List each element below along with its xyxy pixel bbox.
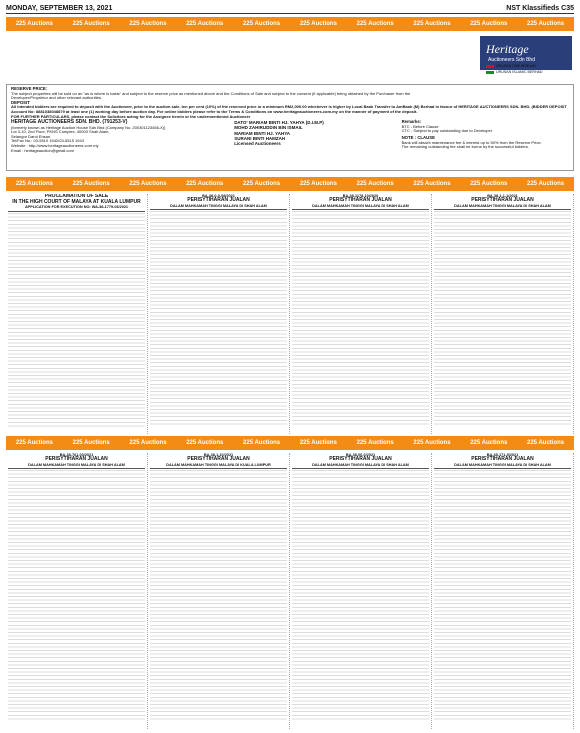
notice-body-text	[434, 470, 571, 720]
notice-heading: APPLICATION FOR EXECUTION NO: WA-38-1779-03/2021	[24, 205, 129, 210]
auctions-tag: 225 Auctions	[356, 181, 394, 187]
auctions-tag: 225 Auctions	[15, 21, 53, 27]
auctions-tag: 225 Auctions	[129, 181, 167, 187]
licensed-auctioneer-2: MOHD ZAHIRUDDIN BIN ISMAIL	[234, 125, 303, 131]
auction-notice-column	[6, 453, 148, 729]
logo-title: Heritage	[486, 42, 529, 56]
remarks-btc: BTC - Before Clause	[401, 123, 439, 129]
company-tel: Tel/Fax No.: 03-5510 1542/03-5515 1943	[11, 138, 84, 144]
notice-heading: DALAM MAHKAMAH TINGGI MALAYA DI SHAH ALAM	[170, 204, 267, 208]
notice-heading: DALAM MAHKAMAH TINGGI MALAYA DI SHAH ALAM	[28, 463, 125, 467]
notice-heading: BA-38-1178-10/2020	[342, 194, 379, 198]
notice-heading: BA-38-1-10/2021	[203, 453, 234, 457]
note-title: NOTE : CLAUSE	[401, 134, 435, 140]
licensed-auctioneer-3: MARIAM BINTI HJ. YAHYA	[234, 130, 291, 136]
auctions-tag: 225 Auctions	[413, 440, 451, 446]
divider	[434, 468, 571, 469]
notice-heading: DALAM MAHKAMAH TINGGI MALAYA DI KUALA LUMPUR	[166, 463, 271, 467]
auctions-tag: 225 Auctions	[129, 21, 167, 27]
notice-heading: PERISYTIHARAN JUALAN	[471, 456, 534, 463]
notice-heading: PERISYTIHARAN JUALAN	[329, 197, 392, 204]
remarks-ctc: CTC - Subject to pay outstanding due to Developer	[401, 128, 493, 134]
auctions-tag: 225 Auctions	[243, 181, 281, 187]
auctions-tag: 225 Auctions	[299, 440, 337, 446]
note-2: The remaining outstanding fee shall be borne by the successful bidders.	[401, 144, 529, 150]
notice-heading: BA-38-0-0-08/2021	[202, 194, 235, 198]
deposit-title: DEPOSIT	[11, 99, 30, 105]
auction-notice-column	[290, 194, 432, 434]
particulars-text: FOR FURTHER PARTICULARS, please contact the Solicitors acting for the Assignee herein or the undermentioned Auctioneer	[11, 113, 251, 119]
remarks-title: Remarks:	[401, 119, 422, 125]
notice-heading: BA-38-00-0/2021	[345, 453, 376, 457]
company-email[interactable]: Email : heritageauction@gmail.com	[11, 147, 74, 153]
auctions-tag: 225 Auctions	[186, 181, 224, 187]
auctions-tag: 225 Auctions	[243, 440, 281, 446]
bank-legend	[486, 63, 566, 75]
reserve-title: RESERVE PRICE:	[11, 86, 48, 91]
notice-heading: DALAM MAHKAMAH TINGGI MALAYA DI SHAH ALAM	[312, 463, 409, 467]
auctions-tag: 225 Auctions	[186, 21, 224, 27]
legend-swatch	[486, 65, 494, 68]
auctions-tag: 225 Auctions	[15, 440, 53, 446]
auctions-tag: 225 Auctions	[356, 21, 394, 27]
auctions-tag: 225 Auctions	[243, 21, 281, 27]
licensed-auctioneer-1: DATO' MARIAM BINTI HJ. YAHYA (D.I.M.P)	[234, 120, 324, 126]
auctions-tag: 225 Auctions	[527, 21, 565, 27]
notice-heading: PERISYTIHARAN JUALAN	[329, 456, 392, 463]
company-addr1: (formerly known as Heritage Auction House Sdn Bhd (Company No. 200301123456-X))	[11, 124, 166, 130]
notice-heading: PROCLAMATION OF SALE	[44, 194, 109, 199]
notice-body-text	[292, 470, 429, 720]
auctions-tag: 225 Auctions	[72, 181, 110, 187]
auction-notice-column	[432, 453, 574, 729]
notice-heading: DALAM MAHKAMAH TINGGI MALAYA DI SHAH ALAM	[454, 463, 551, 467]
notice-heading: PERISYTIHARAN JUALAN	[187, 197, 250, 204]
notice-body-text	[434, 211, 571, 425]
auctions-tag: 225 Auctions	[186, 440, 224, 446]
notice-heading: BA-38-761-03/2021	[59, 453, 94, 457]
logo-subtitle: Auctioneers Sdn Bhd	[488, 57, 535, 63]
auctions-tag: 225 Auctions	[413, 181, 451, 187]
auction-band-lower	[6, 436, 574, 450]
legend-item	[486, 69, 566, 75]
licensed-auctioneer-4: SURANI BINTI HAMZAH	[234, 135, 286, 141]
divider	[8, 211, 145, 212]
auctions-tag: 225 Auctions	[129, 440, 167, 446]
auctions-tag: 225 Auctions	[15, 181, 53, 187]
auctions-tag: 225 Auctions	[470, 21, 508, 27]
auction-notice-column	[290, 453, 432, 729]
notice-heading: DALAM MAHKAMAH TINGGI MALAYA DI SHAH ALAM	[312, 204, 409, 208]
auctions-tag: 225 Auctions	[413, 21, 451, 27]
auction-notice-column	[6, 194, 148, 434]
divider	[292, 209, 429, 210]
divider	[150, 209, 287, 210]
notice-heading: PERISYTIHARAN JUALAN	[45, 456, 108, 463]
notice-body-text	[150, 211, 287, 425]
licensed-auctioneers-label: Licensed Auctioneers	[234, 140, 281, 146]
auction-notice-column	[148, 453, 290, 729]
notice-heading: BA-38-171-9/2021	[486, 453, 519, 457]
divider	[150, 468, 287, 469]
reserve-text: The subject properties will be sold on an "as is where is basis" and subject to the reserve price as mentioned above and the Conditions of Sale and subject to the consent (if applicable) being obtained by the Purchaser from the Developer/Proprietor and other relevant authorities.	[11, 90, 411, 101]
page-section: NST Klassifieds C35	[506, 5, 574, 12]
company-name: HERITAGE AUCTIONEERS SDN. BHD. (791253-V)	[11, 119, 128, 126]
auctions-tag: 225 Auctions	[527, 440, 565, 446]
auctions-tag: 225 Auctions	[299, 21, 337, 27]
divider	[8, 468, 145, 469]
notice-heading: IN THE HIGH COURT OF MALAYA AT KUALA LUMPUR	[12, 198, 141, 205]
company-website[interactable]: Website : http://www.heritageauctioneers.com.my	[11, 143, 99, 149]
auctions-tag: 225 Auctions	[356, 440, 394, 446]
notice-heading: PERISYTIHARAN JUALAN	[187, 456, 250, 463]
auctions-tag: 225 Auctions	[72, 440, 110, 446]
notice-heading: DALAM MAHKAMAH TINGGI MALAYA DI SHAH ALAM	[454, 204, 551, 208]
legend-label: URUSAN ISLAMIC BERHAD	[496, 70, 543, 74]
notice-heading: BA-38-1-1-1/2021	[487, 194, 518, 198]
auction-band-top	[6, 17, 574, 31]
auctions-tag: 225 Auctions	[527, 181, 565, 187]
notice-body-text	[150, 470, 287, 720]
auctions-tag: 225 Auctions	[470, 181, 508, 187]
page-date: MONDAY, SEPTEMBER 13, 2021	[6, 5, 113, 12]
divider	[434, 209, 571, 210]
deposit-text: All intended bidders are required to deposit with the Auctioneer, prior to the auction sale, ten per cent (10%) of the reserved price or a minimum RM2,000.00 whichever is higher by Local Bank Transfer to AmBank (M) Berhad in favour of HERITAGE AUCTIONEERS SDN. BHD. (BIDDER DEPOSIT Account No: 8881038048879 at least one (1) working day before auction day. For online bidders please refer to the Terms & Conditions on www.heritageauctioneers.com.my on the manner of payment of the deposit.	[11, 104, 567, 114]
notice-body-text	[8, 213, 145, 427]
auction-notice-column	[432, 194, 574, 434]
reserve-deposit-notice	[6, 84, 574, 171]
auctions-tag: 225 Auctions	[470, 440, 508, 446]
auctions-tag: 225 Auctions	[72, 21, 110, 27]
company-addr3: Selangor Darul Ehsan.	[11, 133, 52, 139]
legend-swatch	[486, 71, 494, 74]
page-header	[6, 4, 574, 14]
legend-label: URUSAN ONE BERHAD	[496, 64, 536, 68]
auction-band-middle	[6, 177, 574, 191]
notice-body-text	[292, 211, 429, 425]
divider	[292, 468, 429, 469]
company-addr2: Lot 3-10, 2nd Floor, PKNS Complex, 40000 Shah Alam,	[11, 129, 110, 135]
notice-heading: PERISYTIHARAN JUALAN	[471, 197, 534, 204]
note-1: Bank will absorb maintenance fee & interest up to 50% from the Reserve Price.	[401, 139, 542, 145]
auctions-tag: 225 Auctions	[299, 181, 337, 187]
auction-notice-column	[148, 194, 290, 434]
notice-body-text	[8, 470, 145, 720]
